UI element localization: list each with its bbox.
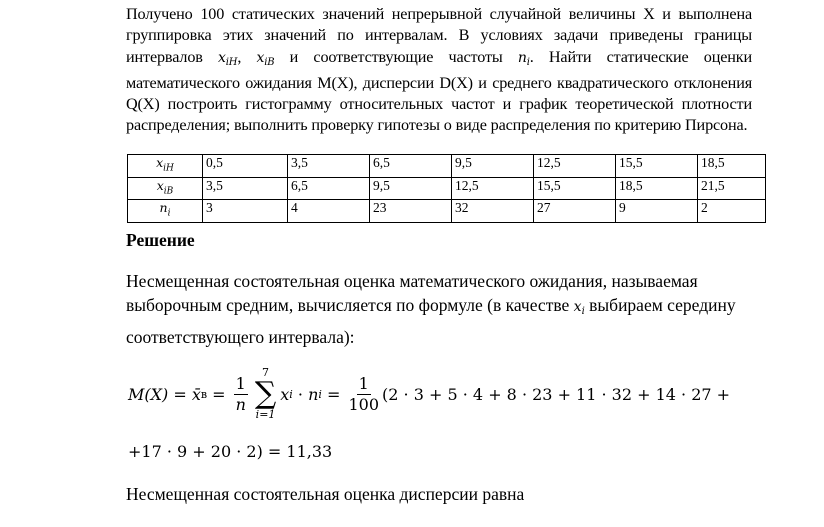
table-cell: 18,5	[698, 155, 766, 178]
row-label: $x_{iB}$	[128, 177, 203, 200]
table-cell: 12,5	[452, 177, 534, 200]
problem-statement	[126, 4, 752, 137]
table-cell: 12,5	[534, 155, 616, 178]
formula-tail: (2 · 3 + 5 · 4 + 8 · 23 + 11 · 32 + 14 · 27 +	[382, 384, 731, 404]
interval-table	[127, 154, 766, 223]
mean-formula: M(X) = x̄ в = $\frac{1}{n}$ 7 ∑ i=1 x i · n i = $\frac{1}{100}$ (2 · 3 + 5 · 4 + 8 · 23 + 11 · 32 + 14 · 27 +	[128, 366, 731, 421]
problem-paragraph	[126, 4, 752, 137]
table-cell: 15,5	[534, 177, 616, 200]
table-cell: 15,5	[616, 155, 698, 178]
table-cell: 6,5	[370, 155, 452, 178]
table-row	[128, 155, 766, 178]
formula-lhs-sub: в	[200, 387, 208, 401]
equals-sign: =	[207, 384, 231, 404]
fraction-one-over-100: $\frac{1}{100}$	[348, 373, 380, 414]
table-cell: 3	[203, 200, 288, 223]
ni-symbol: $n_i$	[517, 49, 530, 68]
xi-symbol: $x_i$	[573, 299, 585, 318]
fraction-one-over-n: $\frac{1}{n}$	[235, 373, 246, 414]
solution-heading: Решение	[126, 230, 195, 250]
variance-intro: Несмещенная состоятельная оценка дисперсии равна	[126, 484, 525, 504]
table-cell: 21,5	[698, 177, 766, 200]
table-cell: 27	[534, 200, 616, 223]
problem-text-mid: и соответствующие частоты	[274, 47, 518, 66]
term-n: n	[308, 384, 319, 404]
problem-text-start: Получено 100 статических значений непрерывной случайной величины X и выполнена группировка этих значений по интервалам. В условиях задачи приведены границы интервалов	[126, 5, 752, 66]
table-cell: 6,5	[288, 177, 370, 200]
table-cell: 32	[452, 200, 534, 223]
mean-formula-continued: +17 · 9 + 20 · 2) = 11,33	[128, 442, 333, 461]
table-cell: 9	[616, 200, 698, 223]
xib-symbol: $x_{iB}$	[256, 49, 275, 68]
xih-symbol: $x_{iH}$	[217, 49, 238, 68]
mean-explanation: Несмещенная состоятельная оценка математического ожидания, называемая выборочным средним, вычисляется по формуле (в качестве $x_i$ выбираем середину соответствующего интервала):	[126, 271, 736, 347]
table-cell: 2	[698, 200, 766, 223]
table-row	[128, 200, 766, 223]
separator: ,	[237, 47, 257, 66]
table-cell: 18,5	[616, 177, 698, 200]
formula-lhs: M(X) = x̄	[128, 384, 201, 404]
equals-sign-2: =	[321, 384, 346, 404]
table-cell: 3,5	[288, 155, 370, 178]
summation: 7 ∑ i=1	[254, 366, 277, 421]
table-cell: 4	[288, 200, 370, 223]
table-cell: 3,5	[203, 177, 288, 200]
table-cell: 9,5	[370, 177, 452, 200]
row-label: $n_i$	[128, 200, 203, 223]
table-cell: 9,5	[452, 155, 534, 178]
table-row	[128, 177, 766, 200]
table-cell: 23	[370, 200, 452, 223]
term-x: x	[280, 384, 290, 404]
problem-text-end: . Найти статические оценки математического ожидания M(X), дисперсии D(X) и среднего квадратического отклонения Q(X) построить гистограмму относительных частот и график теоретической плотности распределения; выполнить проверку гипотезы о виде распределения по критерию Пирсона.	[126, 47, 752, 135]
dot-operator: ·	[292, 384, 309, 404]
row-label: $x_{iH}$	[128, 155, 203, 178]
table-cell: 0,5	[203, 155, 288, 178]
